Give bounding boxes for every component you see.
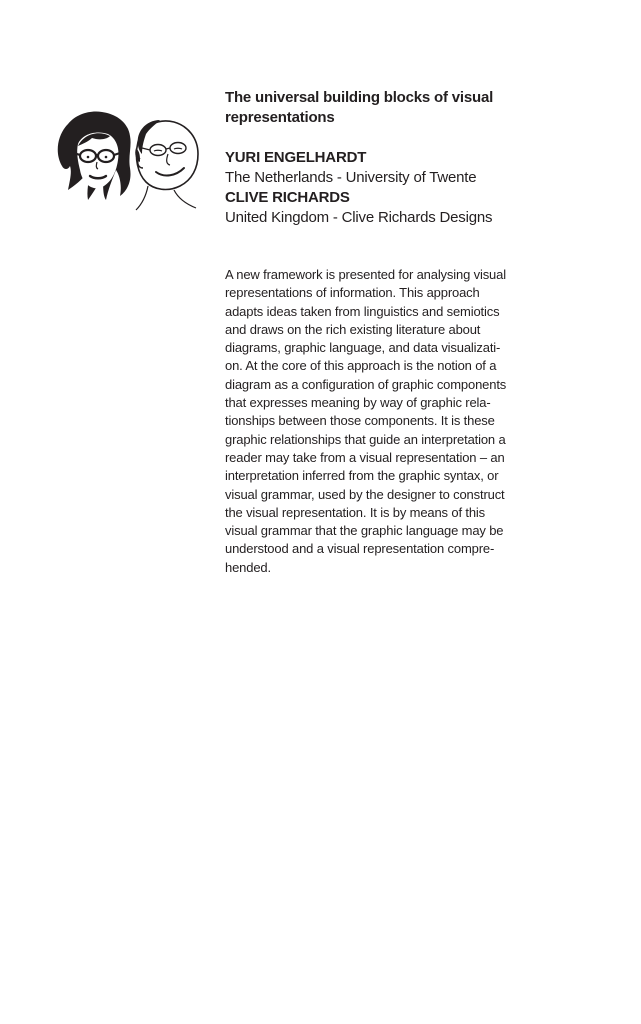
abstract-line: A new framework is presented for analysing visual (225, 267, 506, 282)
abstract-line: the visual representation. It is by means of this (225, 504, 486, 520)
paper-title (225, 88, 545, 128)
abstract (225, 266, 545, 577)
abstract-line: reader may take from a visual representation – an (225, 449, 505, 465)
abstract-line: hended. (225, 559, 271, 575)
abstract-line: and draws on the rich existing literature about (225, 321, 481, 337)
abstract-line: adapts ideas taken from linguistics and semiotics (225, 303, 500, 319)
abstract-line: graphic relationships that guide an interpretation a (225, 431, 506, 447)
article-column (225, 88, 545, 577)
author-list (225, 148, 545, 228)
abstract-line: visual grammar that the graphic language may be (225, 523, 504, 539)
abstract-line: that expresses meaning by way of graphic rela- (225, 395, 491, 411)
author-name: YURI ENGELHARDT (225, 149, 367, 166)
author-affiliation: United Kingdom - Clive Richards Designs (225, 209, 493, 226)
abstract-line: on. At the core of this approach is the notion of a (225, 358, 497, 374)
abstract-line: representations of information. This approach (225, 285, 480, 301)
author-portraits-drawing (50, 104, 210, 212)
author-portraits-illustration (50, 104, 210, 212)
abstract-line: understood and a visual representation compre- (225, 541, 495, 557)
abstract-line: diagram as a configuration of graphic components (225, 376, 507, 392)
paper-title-line: representations (225, 109, 335, 126)
abstract-line: diagrams, graphic language, and data visualizati- (225, 340, 501, 356)
abstract-line: tionships between those components. It is these (225, 413, 495, 429)
author-name: CLIVE RICHARDS (225, 189, 350, 206)
paper-title-line: The universal building blocks of visual (225, 89, 494, 106)
abstract-line: visual grammar, used by the designer to construct (225, 486, 505, 502)
abstract-line: interpretation inferred from the graphic syntax, or (225, 468, 499, 484)
author-affiliation: The Netherlands - University of Twente (225, 169, 477, 186)
